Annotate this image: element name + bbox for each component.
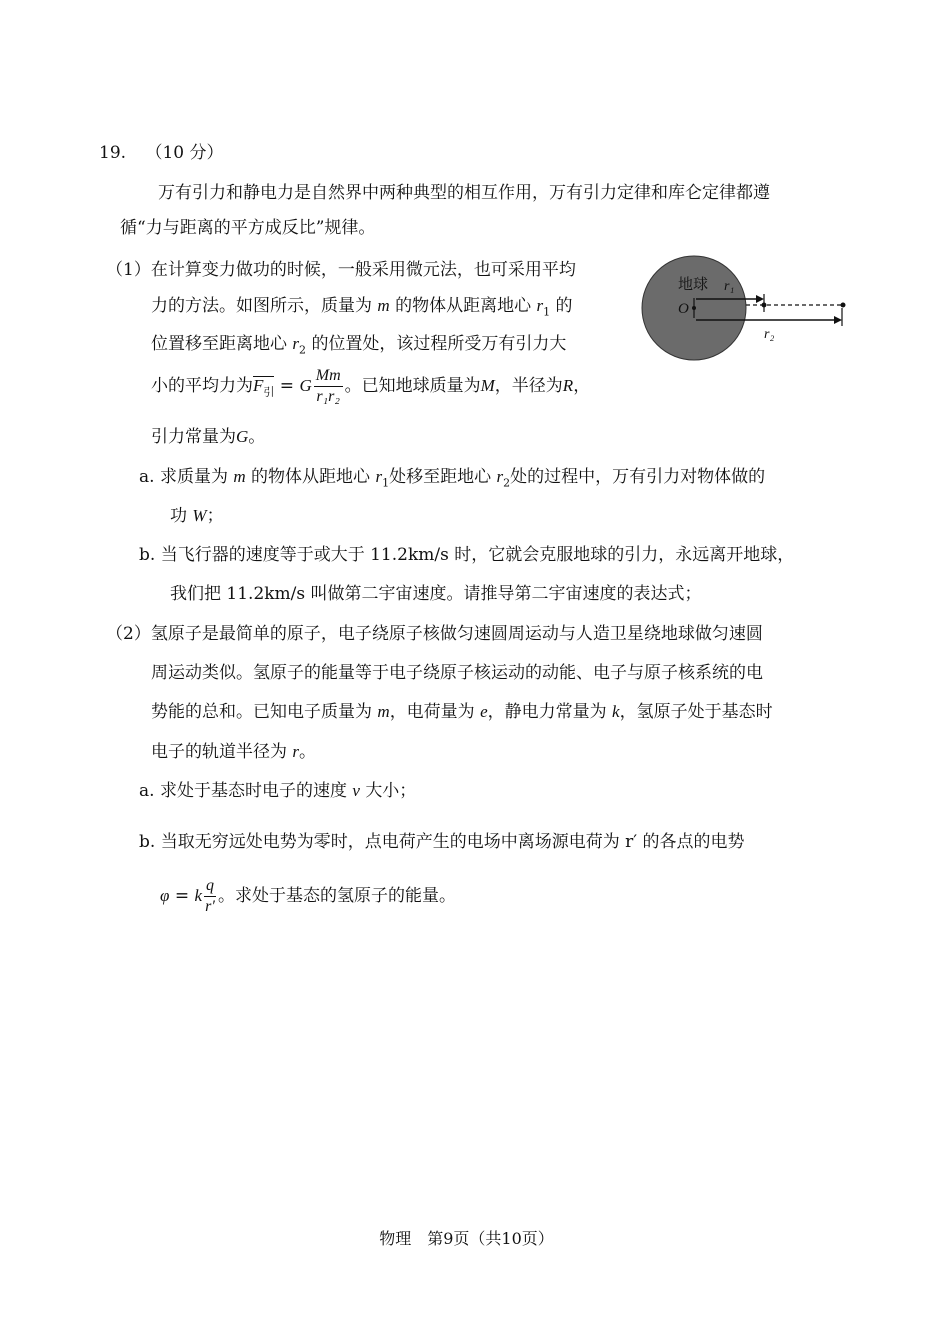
end-point <box>841 303 846 308</box>
part1-line-5: 引力常量为G。 <box>151 427 266 447</box>
center-label: O <box>678 301 689 317</box>
part1-line-3: 位置移至距离地心 $r_2$ 的位置处，该过程所受万有引力大 <box>151 334 567 357</box>
part1-a-label: a. <box>139 467 155 487</box>
start-point <box>762 303 767 308</box>
page-footer: 物理 第9页（共10页） <box>379 1229 554 1248</box>
part1-label: （1） <box>106 260 151 280</box>
part2-line-4: 电子的轨道半径为 r。 <box>151 742 317 762</box>
part1-a-line-1: a. 求质量为 m 的物体从距地心 $r_1$处移至距地心 $r_2$处的过程中，万有引力对物体做的 <box>139 467 766 490</box>
potential-fraction: $\frac{q}{r'}$ <box>205 877 215 915</box>
part2-b-line-1: b. 当取无穷远处电势为零时，点电荷产生的电场中离场源电荷为 r′ 的各点的电势 <box>139 832 745 852</box>
earth-figure <box>638 252 853 367</box>
part1-line-4: 小的平均力为$F_引 = G$ $\frac{Mm}{\text{r₁r₂}}$ 。已知地球质量为M，半径为R， <box>151 367 591 405</box>
part2-a-line: a. 求处于基态时电子的速度 v 大小； <box>139 781 417 801</box>
question-header <box>99 141 224 165</box>
average-force-symbol: $F_引$ <box>253 376 274 401</box>
part1-b-line-2: 我们把 11.2km/s 叫做第二宇宙速度。请推导第二宇宙速度的表达式； <box>170 584 702 604</box>
r2-label: r₂ <box>764 327 775 342</box>
part2-line-3: 势能的总和。已知电子质量为 m，电荷量为 e，静电力常量为 k，氢原子处于基态时 <box>151 702 773 722</box>
earth-label: 地球 <box>678 275 709 293</box>
part1-b-label: b. <box>139 545 156 565</box>
intro-line-1: 万有引力和静电力是自然界中两种典型的相互作用，万有引力定律和库仑定律都遵 <box>158 183 770 203</box>
part2-b-label: b. <box>139 832 156 852</box>
part2-line-2: 周运动类似。氢原子的能量等于电子绕原子核运动的动能、电子与原子核系统的电 <box>151 663 763 683</box>
r1-label: r₁ <box>724 279 735 294</box>
part2-a-label: a. <box>139 781 155 801</box>
part2-b-line-2: φ = k $\frac{q}{r'}$ 。求处于基态的氢原子的能量。 <box>160 877 457 915</box>
part2-label: （2） <box>106 624 151 644</box>
part1-line-1: （1）在计算变力做功的时候，一般采用微元法，也可采用平均 <box>106 260 576 280</box>
part2-line-1: （2）氢原子是最简单的原子，电子绕原子核做匀速圆周运动与人造卫星绕地球做匀速圆 <box>106 624 763 644</box>
question-number: 19. <box>99 143 127 163</box>
question-score: （10 分） <box>145 143 224 163</box>
part1-b-line-1: b. 当飞行器的速度等于或大于 11.2km/s 时，它就会克服地球的引力，永远离开地球， <box>139 545 795 565</box>
part1-line-2: 力的方法。如图所示，质量为 m 的物体从距离地心 $r_1$ 的 <box>151 296 573 319</box>
part1-a-line-2: 功 W； <box>170 506 224 526</box>
force-fraction: $\frac{Mm}{\text{r₁r₂}}$ <box>315 367 341 405</box>
intro-line-2: 循“力与距离的平方成反比”规律。 <box>120 218 376 238</box>
